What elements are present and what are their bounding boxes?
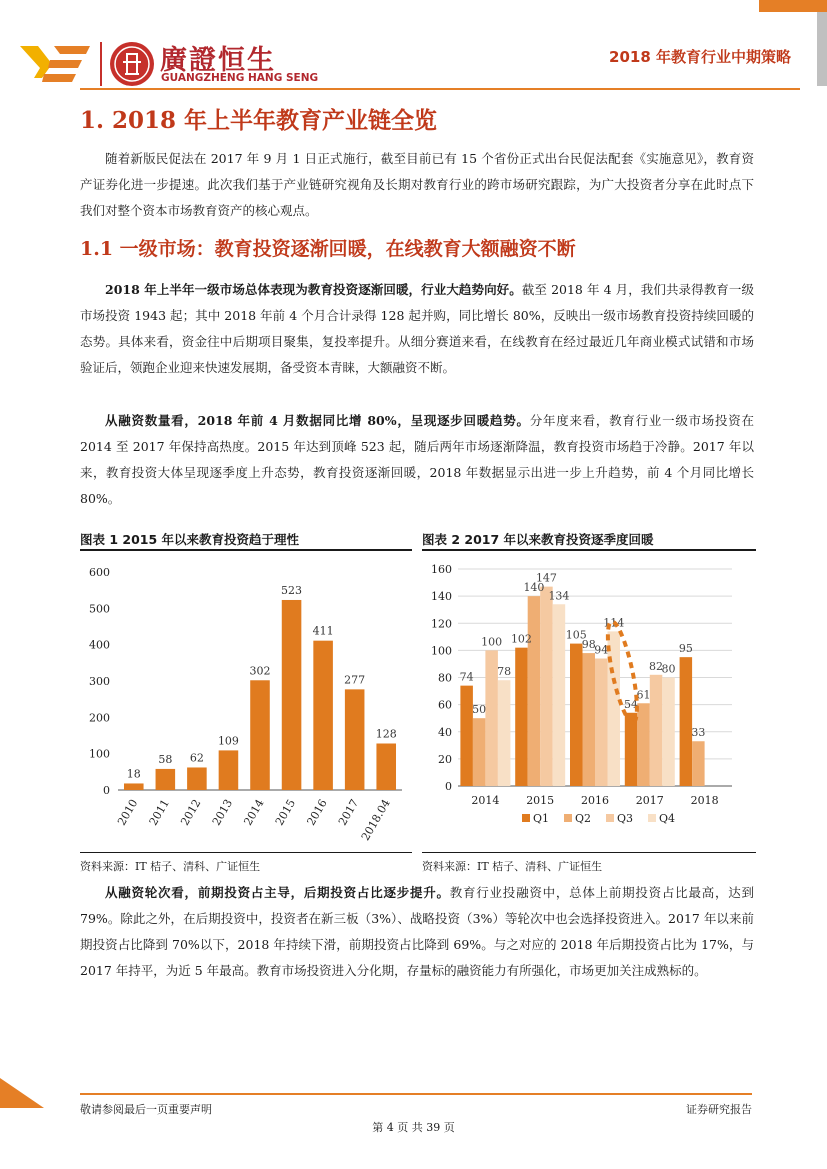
paragraph-3 xyxy=(80,880,754,984)
chart-2-data-label: 140 xyxy=(523,581,545,595)
chart-1-data-label: 277 xyxy=(344,673,366,687)
chart-2-bar xyxy=(637,703,650,786)
chart-2-data-label: 61 xyxy=(636,688,651,702)
paragraph-3-body: 教育行业投融资中，总体上前期投资占比最高，达到 79%。除此之外，在后期投资中，投资者在新三板（3%）、战略投资（3%）等轮次中也会选择投资进入。2017 年以来前期投资占比降到 70%以下，2018 年持续下滑，前期投资占比降到 69%。与之对应的 2018 年后期投资占比为 17%，与 2017 年持平，为近 5 年最高。教育市场投资进入分化期，存量标的融资能力有所强化，市场更加关注成熟标的。 xyxy=(80,885,754,978)
chart-2-data-label: 134 xyxy=(548,589,570,603)
page-number: 第 4 页 共 39 页 xyxy=(372,1121,455,1134)
chart-2-data-label: 74 xyxy=(459,670,474,684)
company-name-en: GUANGZHENG HANG SENG xyxy=(161,72,319,84)
footer-report-type: 证券研究报告 xyxy=(686,1103,752,1116)
chart-2-legend-swatch xyxy=(648,814,656,822)
chart-2-legend-swatch xyxy=(522,814,530,822)
chart-2-bar xyxy=(473,718,486,786)
chart-2-bar xyxy=(608,631,621,786)
chart-2-data-label: 78 xyxy=(497,665,512,679)
figure-2-source: 资料来源：IT 桔子、清科、广证恒生 xyxy=(422,860,603,873)
figure-2-top-rule xyxy=(422,549,756,551)
chart-1-data-label: 128 xyxy=(375,727,397,741)
chart-2-legend-label: Q4 xyxy=(659,812,676,825)
chart-1-bar xyxy=(124,783,144,790)
figure-1-bottom-rule xyxy=(80,852,412,853)
chart-2-bar xyxy=(553,604,566,786)
intro-paragraph: 随着新版民促法在 2017 年 9 月 1 日正式施行，截至目前已有 15 个省份正式出台民促法配套《实施意见》，教育资产证券化进一步提速。此次我们基于产业链研究视角及长期对教育行业的跨市场研究跟踪，为广大投资者分享在此时点下我们对整个资本市场教育资产的核心观点。 xyxy=(80,151,754,218)
paragraph-1-body: 截至 2018 年 4 月，我们共录得教育一级市场投资 1943 起；其中 2018 年前 4 个月合计录得 128 起并购，同比增长 80%，反映出一级市场教育投资持续回暖的态势。具体来看，资金往中后期项目聚集，复投率提升。从细分赛道来看，在线教育在经过最近几年商业模式试错和市场验证后，领跑企业迎来快速发展期，备受资本青睐，大额融资不断。 xyxy=(80,282,754,375)
chart-2-x-tick-label: 2018 xyxy=(690,794,719,807)
chart-2-bar xyxy=(662,678,675,787)
paragraph-3-lead: 从融资轮次看，前期投资占主导，后期投资占比逐步提升。 xyxy=(105,885,450,900)
chart-1-bar xyxy=(156,769,176,790)
chart-2-x-tick-label: 2016 xyxy=(581,794,609,807)
chart-2-bar xyxy=(692,741,705,786)
chart-1-x-tick-label: 2016 xyxy=(304,797,330,828)
seal-logo-icon xyxy=(110,42,154,86)
chart-2-bar xyxy=(680,657,693,786)
chart-2-bar xyxy=(528,596,541,786)
chart-1-x-tick-label: 2011 xyxy=(146,797,172,828)
chart-1-bar xyxy=(282,600,302,790)
chart-1-data-label: 523 xyxy=(281,583,303,597)
chart-2-bar xyxy=(650,675,663,786)
chart-2-bar xyxy=(583,653,596,786)
figure-1-source: 资料来源：IT 桔子、清科、广证恒生 xyxy=(80,860,261,873)
chart-2 xyxy=(422,556,756,848)
chart-2-y-tick-label: 0 xyxy=(445,780,452,793)
chart-2-data-label: 95 xyxy=(678,642,693,656)
chart-1-y-tick-label: 100 xyxy=(89,747,110,761)
chart-1-y-tick-label: 600 xyxy=(89,566,110,579)
paragraph-2-body: 分年度来看，教育行业一级市场投资在 2014 至 2017 年保持高热度。2015 年达到顶峰 523 起，随后两年市场逐渐降温，教育投资市场趋于冷静。2017 年以来，教育投资大体呈现逐季度上升态势，教育投资逐渐回暖，2018 年数据显示出进一步上升趋势，前 4 个月同比增长 80%。 xyxy=(80,413,754,506)
chart-2-bar xyxy=(460,686,473,786)
chart-2-bar xyxy=(485,650,498,786)
chart-1-y-tick-label: 200 xyxy=(89,711,110,725)
chart-1-bar xyxy=(219,750,239,790)
figure-2-bottom-rule xyxy=(422,852,756,853)
chart-2-y-tick-label: 20 xyxy=(438,752,452,766)
chart-2-y-tick-label: 120 xyxy=(431,617,452,631)
chart-1-bar xyxy=(187,767,207,790)
figure-2-title: 图表 2 2017 年以来教育投资逐季度回暖 xyxy=(422,532,654,547)
chart-2-y-tick-label: 160 xyxy=(431,563,452,576)
chart-2-y-tick-label: 60 xyxy=(438,698,452,712)
chart-1-x-tick-label: 2012 xyxy=(178,797,204,828)
chart-2-data-label: 50 xyxy=(472,703,487,717)
chart-1-data-label: 302 xyxy=(249,664,271,678)
chart-2-bar xyxy=(570,644,583,786)
chart-1-y-tick-label: 500 xyxy=(89,602,110,616)
chart-2-y-tick-label: 100 xyxy=(431,644,452,658)
chart-2-x-tick-label: 2017 xyxy=(635,794,664,807)
chart-1 xyxy=(80,556,412,848)
chart-1-x-tick-label: 2015 xyxy=(272,797,299,828)
chart-2-y-tick-label: 40 xyxy=(438,725,452,739)
report-title: 2018 年教育行业中期策略 xyxy=(609,48,791,66)
paragraph-2-lead: 从融资数量看，2018 年前 4 月数据同比增 80%，呈现逐步回暖趋势。 xyxy=(105,413,530,428)
chart-2-bar xyxy=(515,648,528,786)
chart-2-data-label: 100 xyxy=(481,635,503,649)
chart-1-bar xyxy=(313,641,333,790)
chart-2-data-label: 54 xyxy=(624,697,639,711)
paragraph-2 xyxy=(80,408,754,512)
yf-logo-icon xyxy=(20,40,90,88)
chart-1-x-tick-label: 2014 xyxy=(241,797,267,828)
chart-2-x-tick-label: 2015 xyxy=(526,794,555,807)
logo-separator xyxy=(100,42,102,86)
chart-1-data-label: 58 xyxy=(158,752,173,766)
chart-1-bar xyxy=(250,680,270,790)
chart-2-data-label: 105 xyxy=(565,628,587,642)
footer-corner-decoration xyxy=(0,1078,70,1118)
chart-2-bar xyxy=(595,659,608,786)
chart-2-legend-swatch xyxy=(606,814,614,822)
header-corner-decoration xyxy=(737,0,827,90)
chart-1-data-label: 62 xyxy=(189,751,204,765)
chart-1-x-tick-label: 2018.04 xyxy=(358,797,393,843)
section-title: 1. 2018 年上半年教育产业链全览 xyxy=(80,107,438,134)
chart-1-x-tick-label: 2013 xyxy=(209,797,236,828)
chart-2-data-label: 114 xyxy=(603,616,625,630)
chart-2-y-tick-label: 80 xyxy=(438,671,452,685)
chart-2-bar xyxy=(498,680,511,786)
chart-2-legend-label: Q1 xyxy=(533,812,550,825)
chart-1-y-tick-label: 300 xyxy=(89,675,110,688)
chart-2-data-label: 33 xyxy=(691,726,706,740)
chart-2-legend-label: Q3 xyxy=(617,812,634,825)
chart-2-x-tick-label: 2014 xyxy=(471,794,500,807)
header-rule xyxy=(80,88,800,90)
company-name-cn: 廣證恒生 xyxy=(160,45,276,76)
footer-disclaimer: 敬请参阅最后一页重要声明 xyxy=(80,1103,212,1116)
chart-2-data-label: 147 xyxy=(535,571,557,585)
footer-rule xyxy=(80,1093,752,1095)
chart-2-y-tick-label: 140 xyxy=(431,590,452,604)
chart-1-data-label: 109 xyxy=(217,734,239,748)
paragraph-1 xyxy=(80,277,754,381)
figure-1-top-rule xyxy=(80,549,412,551)
subsection-title: 1.1 一级市场：教育投资逐渐回暖，在线教育大额融资不断 xyxy=(80,238,576,260)
chart-1-data-label: 411 xyxy=(312,624,334,638)
chart-2-legend-label: Q2 xyxy=(575,812,592,825)
chart-2-data-label: 80 xyxy=(661,662,676,676)
chart-1-y-tick-label: 400 xyxy=(89,638,110,652)
figure-1-title: 图表 1 2015 年以来教育投资趋于理性 xyxy=(80,532,300,547)
chart-2-data-label: 94 xyxy=(594,643,609,657)
chart-2-data-label: 102 xyxy=(510,632,532,646)
chart-1-bar xyxy=(376,743,396,790)
paragraph-1-lead: 2018 年上半年一级市场总体表现为教育投资逐渐回暖，行业大趋势向好。 xyxy=(105,282,522,297)
chart-2-legend-swatch xyxy=(564,814,572,822)
chart-1-y-tick-label: 0 xyxy=(103,784,110,797)
chart-2-data-label: 82 xyxy=(649,659,664,673)
chart-2-data-label: 98 xyxy=(581,638,596,652)
chart-1-data-label: 18 xyxy=(126,767,141,781)
chart-1-bar xyxy=(345,689,365,790)
chart-1-x-tick-label: 2010 xyxy=(115,797,141,828)
chart-2-bar xyxy=(540,587,553,786)
chart-1-x-tick-label: 2017 xyxy=(336,797,362,828)
